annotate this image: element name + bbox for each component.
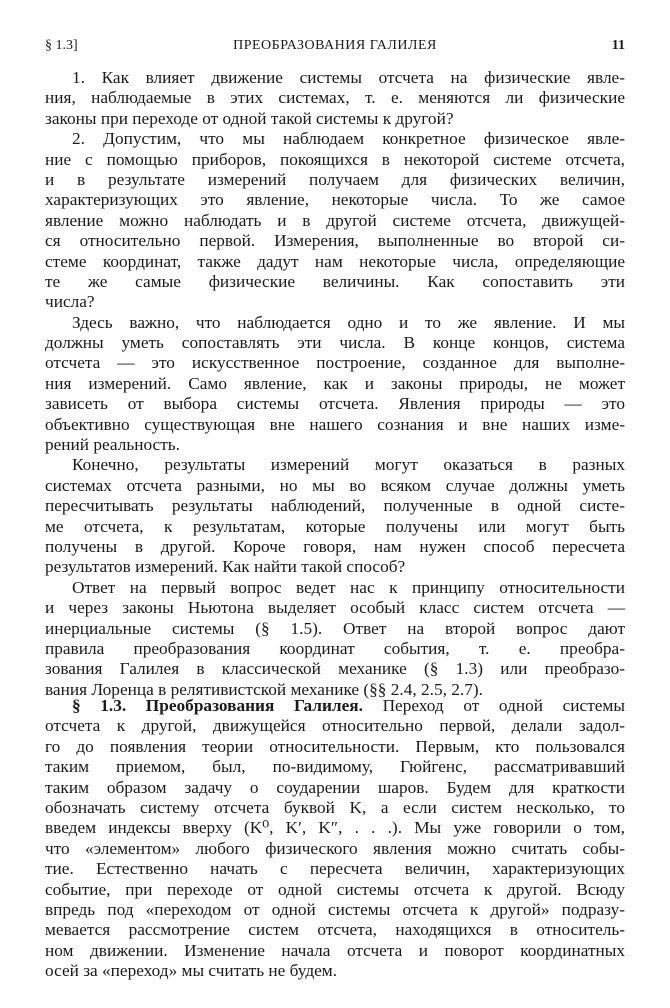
text-line: таким приемом, был, по-видимому, Гюйгенс, рассматривавший <box>45 757 625 777</box>
text-line: системах отсчета разными, но мы во всяком случае должны уметь <box>45 475 625 495</box>
text-line: получены в другой. Короче говоря, нам нужен способ пересчета <box>45 536 625 556</box>
text-line: результатов измерений. Как найти такой способ? <box>45 557 406 577</box>
text-line: те же самые физические величины. Как сопоставить эти <box>45 271 625 291</box>
text-line: зования Галилея в классической механике (§ 1.3) или преобразо- <box>45 659 625 679</box>
running-header <box>45 38 625 58</box>
text-line: правила преобразования координат события, т. е. преобра- <box>45 638 625 658</box>
text-line: ся относительно первой. Измерения, выполненные во второй си- <box>45 231 625 251</box>
section-1-3 <box>45 696 625 981</box>
text-line: впредь под «переходом от одной системы отсчета к другой» подразу- <box>45 899 625 919</box>
paragraph <box>45 578 625 700</box>
text-line: вания Лоренца в релятивистской механике (§§ 2.4, 2.5, 2.7). <box>45 679 483 699</box>
text-line: ном движении. Изменение начала отсчета и поворот координатных <box>45 940 625 960</box>
section-heading: § 1.3. Преобразования Галилея. <box>72 696 363 715</box>
text-line: Здесь важно, что наблюдается одно и то же явление. И мы <box>72 312 625 332</box>
section-first-line <box>45 696 625 716</box>
text-line: и в результате измерений получаем для физических величин, <box>45 169 625 189</box>
text-line: характеризующих это явление, некоторые числа. То же самое <box>45 190 625 210</box>
text-line: рений реальность. <box>45 435 180 455</box>
paragraph <box>45 455 625 577</box>
page-number: 11 <box>611 38 625 53</box>
text-line: пересчитывать результаты наблюдений, полученные в одной систе- <box>45 496 625 516</box>
paragraph <box>45 129 625 313</box>
text-line: что «элементом» любого физического явления можно считать собы- <box>45 838 625 858</box>
text-line: ния измерений. Само явление, как и законы природы, не может <box>45 373 625 393</box>
text-line: стеме координат, также дадут нам некоторые числа, определяющие <box>45 251 625 271</box>
text-line: зависеть от выбора системы отсчета. Явления природы — это <box>45 394 625 414</box>
text-line: ние с помощью приборов, покоящихся в некоторой системе отсчета, <box>45 149 625 169</box>
text-line: 2. Допустим, что мы наблюдаем конкретное физическое явле- <box>72 129 625 149</box>
text-line: таким образом задачу о соударении шаров. Будем для краткости <box>45 777 625 797</box>
text-line: объективно существующая вне нашего сознания и вне наших изме- <box>45 414 625 434</box>
paragraph <box>45 313 625 456</box>
text-line: мевается рассмотрение систем отсчета, находящихся в относитель- <box>45 920 625 940</box>
text-line: числа? <box>45 292 95 312</box>
text-line: го до появления теории относительности. Первым, кто пользовался <box>45 736 625 756</box>
text-line: 1. Как влияет движение системы отсчета на физические явле- <box>72 68 625 87</box>
main-text <box>45 68 625 700</box>
text-line: введем индексы вверху (K⁰, K′, K″, . . .). Мы уже говорили о том, <box>45 818 625 838</box>
text-line: инерциальные системы (§ 1.5). Ответ на второй вопрос дают <box>45 618 625 638</box>
text-line: тие. Естественно начать с пересчета величин, характеризующих <box>45 859 625 879</box>
text-line: должны уметь сопоставлять эти числа. В конце концов, система <box>45 333 625 353</box>
text-line: законы при переходе от одной такой системы к другой? <box>45 108 454 128</box>
header-section-ref: § 1.3] <box>45 38 78 53</box>
paragraph <box>45 68 625 129</box>
text-line: отсчета — это искусственное построение, созданное для выполне- <box>45 353 625 373</box>
text-line: Конечно, результаты измерений могут оказаться в разных <box>72 455 625 475</box>
text-line: Ответ на первый вопрос ведет нас к принципу относительности <box>72 577 625 597</box>
section-first-line-text: Переход от одной системы <box>382 696 625 715</box>
text-line: и через законы Ньютона выделяет особый класс систем отсчета — <box>45 598 625 618</box>
text-line: явление можно наблюдать и в другой системе отсчета, движущей- <box>45 210 625 230</box>
text-line: обозначать систему отсчета буквой K, а если систем несколько, то <box>45 797 625 817</box>
header-title: ПРЕОБРАЗОВАНИЯ ГАЛИЛЕЯ <box>233 38 437 53</box>
text-line: событие, при переходе от одной системы отсчета к другой. Всюду <box>45 879 625 899</box>
text-line: ния, наблюдаемые в этих системах, т. е. меняются ли физические <box>45 88 625 108</box>
text-line: ме отсчета, к результатам, которые получены или могут быть <box>45 516 625 536</box>
text-line: осей за «переход» мы считать не будем. <box>45 961 338 981</box>
text-line: отсчета к другой, движущейся относительно первой, делали задол- <box>45 716 625 736</box>
